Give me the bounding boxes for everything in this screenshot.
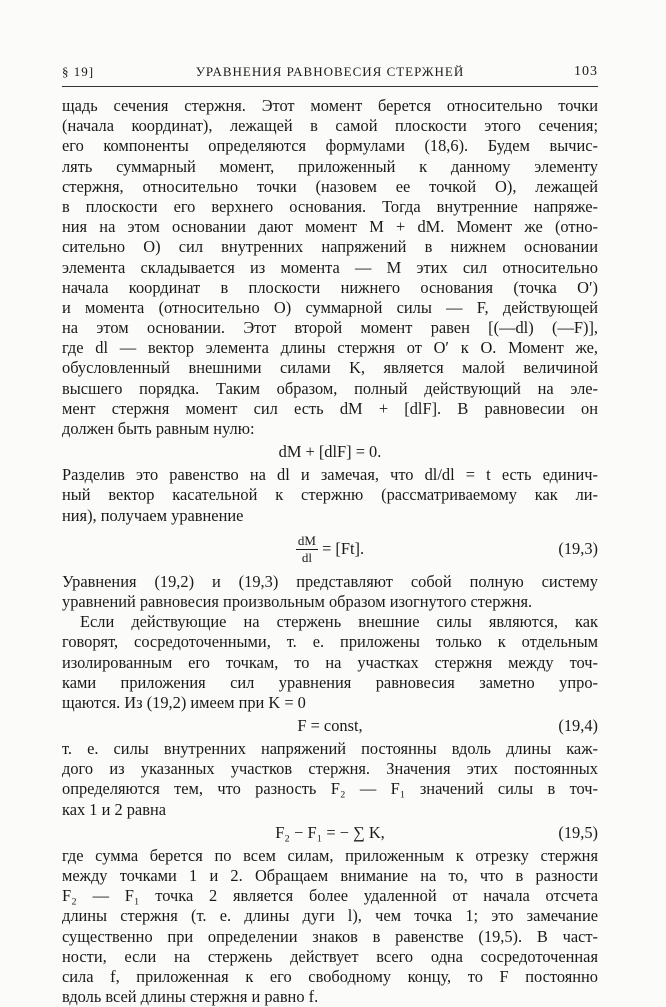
equation-body: F = const, [297, 716, 363, 736]
text-line: лять суммарный момент, приложенный к данному элементу [62, 156, 598, 176]
text-line: F₂ — F₁ точка 2 является более удаленной от начала отсчета [62, 886, 598, 906]
text-line: ния), получаем уравнение [62, 505, 244, 525]
paragraph-6 [62, 846, 598, 1007]
text-line: ности, если на стержень действует всего одна сосредоточенная [62, 946, 598, 966]
text-line: ках 1 и 2 равна [62, 799, 166, 819]
text-line: длины стержня (т. е. длины дуги l), чем точка 1; это замечание [62, 906, 598, 926]
text-line: элемента складывается из момента — M этих сил относительно [62, 257, 598, 277]
text-line: ный вектор касательной к стержню (рассматриваемому как ли- [62, 485, 598, 505]
text-line: на этом основании. Этот второй момент равен [(—dl) (—F)], [62, 318, 598, 338]
running-header [62, 64, 598, 84]
text-line: вдоль всей длины стержня и равно f. [62, 987, 319, 1007]
equation-19-3 [62, 526, 598, 572]
text-line: сительно О) сил внутренних напряжений в нижнем основании [62, 237, 598, 257]
equation-19-4 [62, 713, 598, 739]
text-line: обусловленный внешними силами K, является малой величиной [62, 358, 598, 378]
text-line: существенно при определении знаков в равенстве (19,5). В част- [62, 926, 598, 946]
text-line: щадь сечения стержня. Этот момент берется относительно точки [62, 96, 598, 115]
text-line: его компоненты определяются формулами (18,6). Будем вычис- [62, 136, 598, 156]
equation-rhs: = [Ft]. [322, 538, 365, 558]
body-text [62, 96, 598, 1007]
text-line: между точками 1 и 2. Обращаем внимание на то, что в разности [62, 866, 598, 885]
text-line: и момента (относительно О) суммарной силы — F, действующей [62, 297, 598, 317]
fraction-denominator: dl [301, 550, 312, 566]
text-line: ния на этом основании дают момент M + dM. Момент же (отно- [62, 217, 598, 237]
text-line: (начала координат), лежащей в самой плоскости этого сечения; [62, 116, 598, 136]
equation-1 [62, 439, 598, 465]
equation-19-5 [62, 820, 598, 846]
text-line: мент стержня момент сил есть dM + [dlF]. В равновесии он [62, 398, 598, 418]
text-line: изолированным его точкам, то на участках стержня между точ- [62, 652, 598, 672]
header-rule [62, 86, 598, 87]
text-line: высшего порядка. Таким образом, полный действующий на эле- [62, 378, 598, 398]
chapter-title: УРАВНЕНИЯ РАВНОВЕСИЯ СТЕРЖНЕЙ [195, 64, 465, 79]
fraction [296, 533, 318, 566]
equation-body: F₂ − F₁ = − ∑ K, [275, 822, 385, 842]
text-line: стержня, относительно точки (назовем ее точкой О), лежащей [62, 176, 598, 196]
equation-number: (19,3) [558, 538, 598, 558]
text-line: дого из указанных участков стержня. Значения этих постоянных [62, 759, 598, 779]
text-line: Разделив это равенство на dl и замечая, что dl/dl = t есть единич- [62, 465, 598, 485]
section-marker: § 19] [62, 64, 95, 79]
text-line: сила f, приложенная к его свободному концу, то F постоянно [62, 966, 598, 986]
text-line: должен быть равным нулю: [62, 419, 255, 438]
text-line: ками приложения сил уравнения равновесия заметно упро- [62, 672, 598, 692]
text-line: начала координат в плоскости нижнего основания (точка О′) [62, 277, 598, 297]
equation-number: (19,5) [558, 822, 598, 842]
text-line: Если действующие на стержень внешние силы являются, как [80, 612, 598, 632]
text-line: говорят, сосредоточенными, т. е. приложены только к отдельным [62, 632, 598, 652]
equation-body [296, 526, 364, 572]
page-number: 103 [574, 64, 598, 79]
equation-body: dM + [dlF] = 0. [278, 442, 382, 462]
fraction-numerator: dM [297, 533, 316, 549]
paragraph-4 [62, 612, 598, 713]
paragraph-1 [62, 96, 598, 439]
equation-number: (19,4) [558, 716, 598, 736]
paragraph-5 [62, 739, 598, 820]
paragraph-3 [62, 572, 598, 612]
text-line: щаются. Из (19,2) имеем при K = 0 [62, 692, 306, 712]
book-page [62, 0, 598, 1007]
text-line: где сумма берется по всем силам, приложенным к отрезку стержня [62, 845, 598, 865]
text-line: Уравнения (19,2) и (19,3) представляют собой полную систему [62, 571, 598, 591]
text-line: в плоскости его верхнего основания. Тогда внутренние напряже- [62, 196, 598, 216]
text-line: уравнений равновесия произвольным образом изогнутого стержня. [62, 591, 533, 611]
text-line: где dl — вектор элемента длины стержня от О′ к О. Момент же, [62, 338, 598, 358]
text-line: т. е. силы внутренних напряжений постоянны вдоль длины каж- [62, 739, 598, 759]
text-line: определяются тем, что разность F₂ — F₁ значений силы в точ- [62, 779, 598, 799]
paragraph-2 [62, 465, 598, 526]
